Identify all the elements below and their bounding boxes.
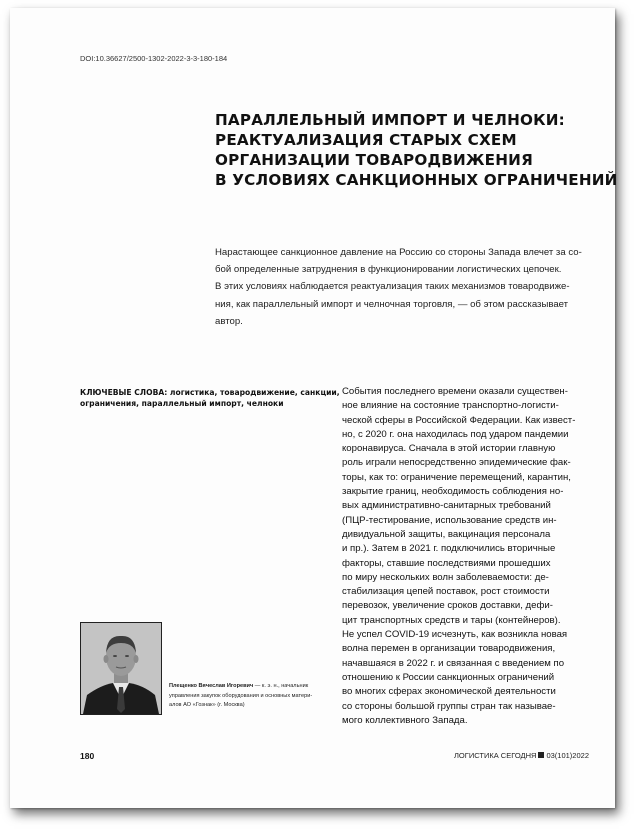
abstract-line: ния, как параллельный импорт и челночная торговля, — об этом рассказывает xyxy=(215,298,569,310)
body-line: мого коллективного Запада. xyxy=(342,714,468,726)
body-line: по миру нескольких волн заболеваемости: де- xyxy=(342,571,549,583)
body-line: События последнего времени оказали существен- xyxy=(342,386,568,397)
page-number: 180 xyxy=(80,751,95,761)
square-separator-icon xyxy=(538,752,544,758)
title-line: В УСЛОВИЯХ САНКЦИОННЫХ ОГРАНИЧЕНИЙ xyxy=(215,171,618,189)
abstract-line: автор. xyxy=(215,315,243,327)
journal-name: ЛОГИСТИКА СЕГОДНЯ xyxy=(454,751,537,760)
title-line: ПАРАЛЛЕЛЬНЫЙ ИМПОРТ И ЧЕЛНОКИ: xyxy=(215,111,565,129)
body-line: цит транспортных средств и тары (контейнеров). xyxy=(342,614,561,626)
journal-issue: 03(101)2022 xyxy=(546,751,589,760)
title-line: РЕАКТУАЛИЗАЦИЯ СТАРЫХ СХЕМ xyxy=(215,131,517,149)
body-line: стабилизация цепей поставок, рост стоимости xyxy=(342,586,550,598)
abstract-line: бой определенные затруднения в функционировании логистических цепочек. xyxy=(215,264,562,276)
keywords-line: КЛЮЧЕВЫЕ СЛОВА: логистика, товародвижение, санкции, xyxy=(80,388,340,397)
author-info xyxy=(169,682,339,711)
body-line: отношению к России санкционных ограничений xyxy=(342,671,555,683)
keywords xyxy=(80,387,340,409)
abstract-line: В этих условиях наблюдается реактуализация таких механизмов товародвиже- xyxy=(215,281,570,293)
doi: DOI:10.36627/2500-1302-2022-3-3-180-184 xyxy=(80,54,228,63)
paper-page xyxy=(10,8,618,808)
body-line: (ПЦР-тестирование, использование средств ин- xyxy=(342,514,557,526)
body-line: Не успел COVID-19 исчезнуть, как возникла новая xyxy=(342,629,568,641)
body-line: во многих сферах экономической деятельности xyxy=(342,686,556,698)
author-line: управления закупок оборудования и основных матери- xyxy=(169,692,313,699)
body-line: роль играли непосредственно эпидемические фак- xyxy=(342,457,571,469)
body-line: закрытие границ, необходимость соблюдения но- xyxy=(342,486,564,498)
body-line: и пр.). Затем в 2021 г. подключились вторичные xyxy=(342,543,556,555)
author-name: Плещенко Вячеслав Игоревич xyxy=(169,683,254,689)
author-portrait-icon xyxy=(81,623,161,714)
body-text xyxy=(342,385,610,728)
body-line: но, с 2020 г. она находилась под ударом пандемии xyxy=(342,428,569,440)
body-line: ческой сферы в Российской Федерации. Как извест- xyxy=(342,414,576,426)
body-line: перевозок, увеличение сроков доставки, дефи- xyxy=(342,600,553,612)
body-line: коронавируса. Сначала в этой истории главную xyxy=(342,443,556,455)
body-line: торы, как то: ограничение перемещений, карантин, xyxy=(342,471,571,483)
article-title xyxy=(215,110,618,190)
body-line: волна перемен в организации товародвижения, xyxy=(342,643,556,655)
author-degree: — к. э. н., начальник xyxy=(253,683,309,689)
title-line: ОРГАНИЗАЦИИ ТОВАРОДВИЖЕНИЯ xyxy=(215,151,533,169)
author-photo xyxy=(80,622,162,715)
journal-footer xyxy=(454,751,589,760)
abstract xyxy=(215,244,589,330)
keywords-line: ограничения, параллельный импорт, челноки xyxy=(80,399,284,408)
body-line: ное влияние на состояние транспортно-логисти- xyxy=(342,400,559,412)
body-line: вых административно-санитарных требований xyxy=(342,500,551,512)
body-line: со стороны большой группы стран так называе- xyxy=(342,700,556,712)
body-line: факторы, ставшие последствиями прошедших xyxy=(342,557,551,569)
abstract-line: Нарастающее санкционное давление на Россию со стороны Запада влечет за со- xyxy=(215,247,582,258)
author-line: алов АО «Гознак» (г. Москва) xyxy=(169,702,245,708)
author-line xyxy=(169,682,339,692)
body-line: дивидуальной защиты, вакцинация персонала xyxy=(342,528,551,540)
body-line: начавшаяся в 2022 г. и связанная с введением по xyxy=(342,657,565,669)
